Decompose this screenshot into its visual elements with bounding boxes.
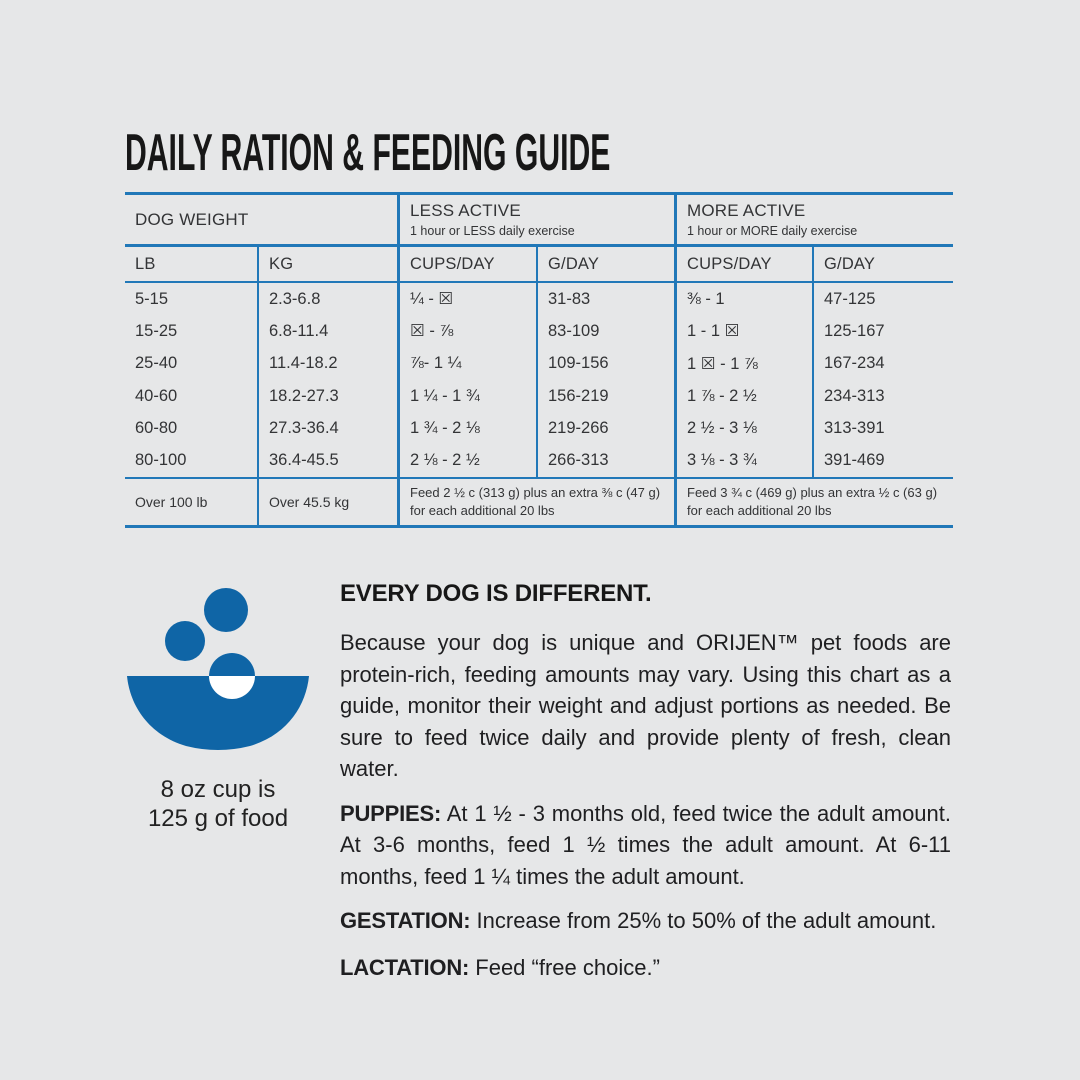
lactation-label: LACTATION: xyxy=(340,954,470,980)
table-cell: 219-266 xyxy=(538,412,677,444)
header-group-less-active xyxy=(400,195,677,247)
header-group-label: DOG WEIGHT xyxy=(135,209,249,229)
table-cell: 167-234 xyxy=(824,354,885,373)
gestation-label: GESTATION: xyxy=(340,908,471,933)
table-cell: 1 ⅞ - 2 ½ xyxy=(677,380,814,412)
table-cell: 1 ¼ - 1 ¾ xyxy=(400,380,538,412)
table-cell: ¼ - ☒ xyxy=(400,283,538,315)
column-header-lb: LB xyxy=(125,247,259,283)
puppies-text: At 1 ½ - 3 months old, feed twice the adult amount. At 3-6 months, feed 1 ½ times the adult amount. At 6-11 months, feed 1 ¼ times the adult amount. xyxy=(340,800,951,889)
table-cell: 2 ⅛ - 2 ½ xyxy=(400,444,538,476)
table-cell: 60-80 xyxy=(125,412,259,444)
header-group-sublabel: 1 hour or LESS daily exercise xyxy=(410,224,575,238)
table-cell: 36.4-45.5 xyxy=(259,444,400,476)
info-heading: EVERY DOG IS DIFFERENT. xyxy=(340,580,652,607)
table-cell: 6.8-11.4 xyxy=(259,315,400,347)
table-cell: 313-391 xyxy=(824,418,885,437)
info-body-paragraph: Because your dog is unique and ORIJEN™ pet foods are protein-rich, feeding amounts may vary. Using this chart as a guide, monitor their weight and adjust portions as needed. Be sure to feed twice daily and provide plenty of fresh, clean water. xyxy=(340,630,951,781)
puppies-label: PUPPIES: xyxy=(340,800,442,826)
cup-caption-line1: 8 oz cup is xyxy=(160,776,276,803)
table-cell: 2.3-6.8 xyxy=(259,283,400,315)
table-cell: 266-313 xyxy=(538,444,677,476)
table-cell: 80-100 xyxy=(125,444,259,476)
footer-note-more-active: Feed 3 ¾ c (469 g) plus an extra ½ c (63 g) for each additional 20 lbs xyxy=(677,477,953,525)
column-header-cups-less: CUPS/DAY xyxy=(400,247,538,283)
header-group-label: MORE ACTIVE xyxy=(687,201,806,220)
column-header-kg: KG xyxy=(259,247,400,283)
table-cell: 83-109 xyxy=(538,315,677,347)
table-cell: 5-15 xyxy=(125,283,259,315)
lactation-text: Feed “free choice.” xyxy=(469,954,660,980)
table-cell: 2 ½ - 3 ⅛ xyxy=(677,412,814,444)
table-cell: 31-83 xyxy=(538,283,677,315)
table-cell: 1 - 1 ☒ xyxy=(677,315,814,347)
table-cell: 27.3-36.4 xyxy=(259,412,400,444)
header-group-label: LESS ACTIVE xyxy=(410,201,521,220)
table-cell: 18.2-27.3 xyxy=(259,380,400,412)
lactation-paragraph xyxy=(340,952,951,984)
cup-caption-line2: 125 g of food xyxy=(147,805,289,832)
table-cell: 3 ⅛ - 3 ¾ xyxy=(677,444,814,476)
header-group-more-active xyxy=(677,195,953,247)
footer-note-less-active: Feed 2 ½ c (313 g) plus an extra ⅜ c (47 g) for each additional 20 lbs xyxy=(400,477,677,525)
column-header-g-more: G/DAY xyxy=(814,247,953,283)
table-cell: 391-469 xyxy=(824,451,885,470)
header-group-sublabel: 1 hour or MORE daily exercise xyxy=(687,224,858,238)
info-column xyxy=(340,580,951,998)
table-cell: 234-313 xyxy=(824,386,885,405)
table-cell: 25-40 xyxy=(125,348,259,380)
feeding-table xyxy=(125,192,953,528)
table-cell: 156-219 xyxy=(538,380,677,412)
gestation-paragraph xyxy=(340,905,951,937)
header-group-dog-weight xyxy=(125,195,400,247)
page-title: DAILY RATION & FEEDING GUIDE xyxy=(125,124,611,182)
puppies-paragraph xyxy=(340,798,951,893)
table-cell: 15-25 xyxy=(125,315,259,347)
table-cell: 11.4-18.2 xyxy=(259,348,400,380)
dog-food-bowl-icon xyxy=(123,586,313,758)
table-cell: ⅜ - 1 xyxy=(677,283,814,315)
gestation-text: Increase from 25% to 50% of the adult amount. xyxy=(470,908,937,933)
table-cell: 1 ☒ - 1 ⅞ xyxy=(677,348,814,380)
table-cell: ⅞- 1 ¼ xyxy=(400,348,538,380)
footer-over-kg: Over 45.5 kg xyxy=(259,477,400,525)
table-cell: 40-60 xyxy=(125,380,259,412)
column-header-g-less: G/DAY xyxy=(538,247,677,283)
table-cell: ☒ - ⅞ xyxy=(400,315,538,347)
cup-caption xyxy=(108,775,328,833)
table-cell: 125-167 xyxy=(824,321,885,340)
table-cell: 1 ¾ - 2 ⅛ xyxy=(400,412,538,444)
footer-over-lb: Over 100 lb xyxy=(125,477,259,525)
column-header-cups-more: CUPS/DAY xyxy=(677,247,814,283)
table-cell: 109-156 xyxy=(538,348,677,380)
table-cell: 47-125 xyxy=(824,289,876,308)
